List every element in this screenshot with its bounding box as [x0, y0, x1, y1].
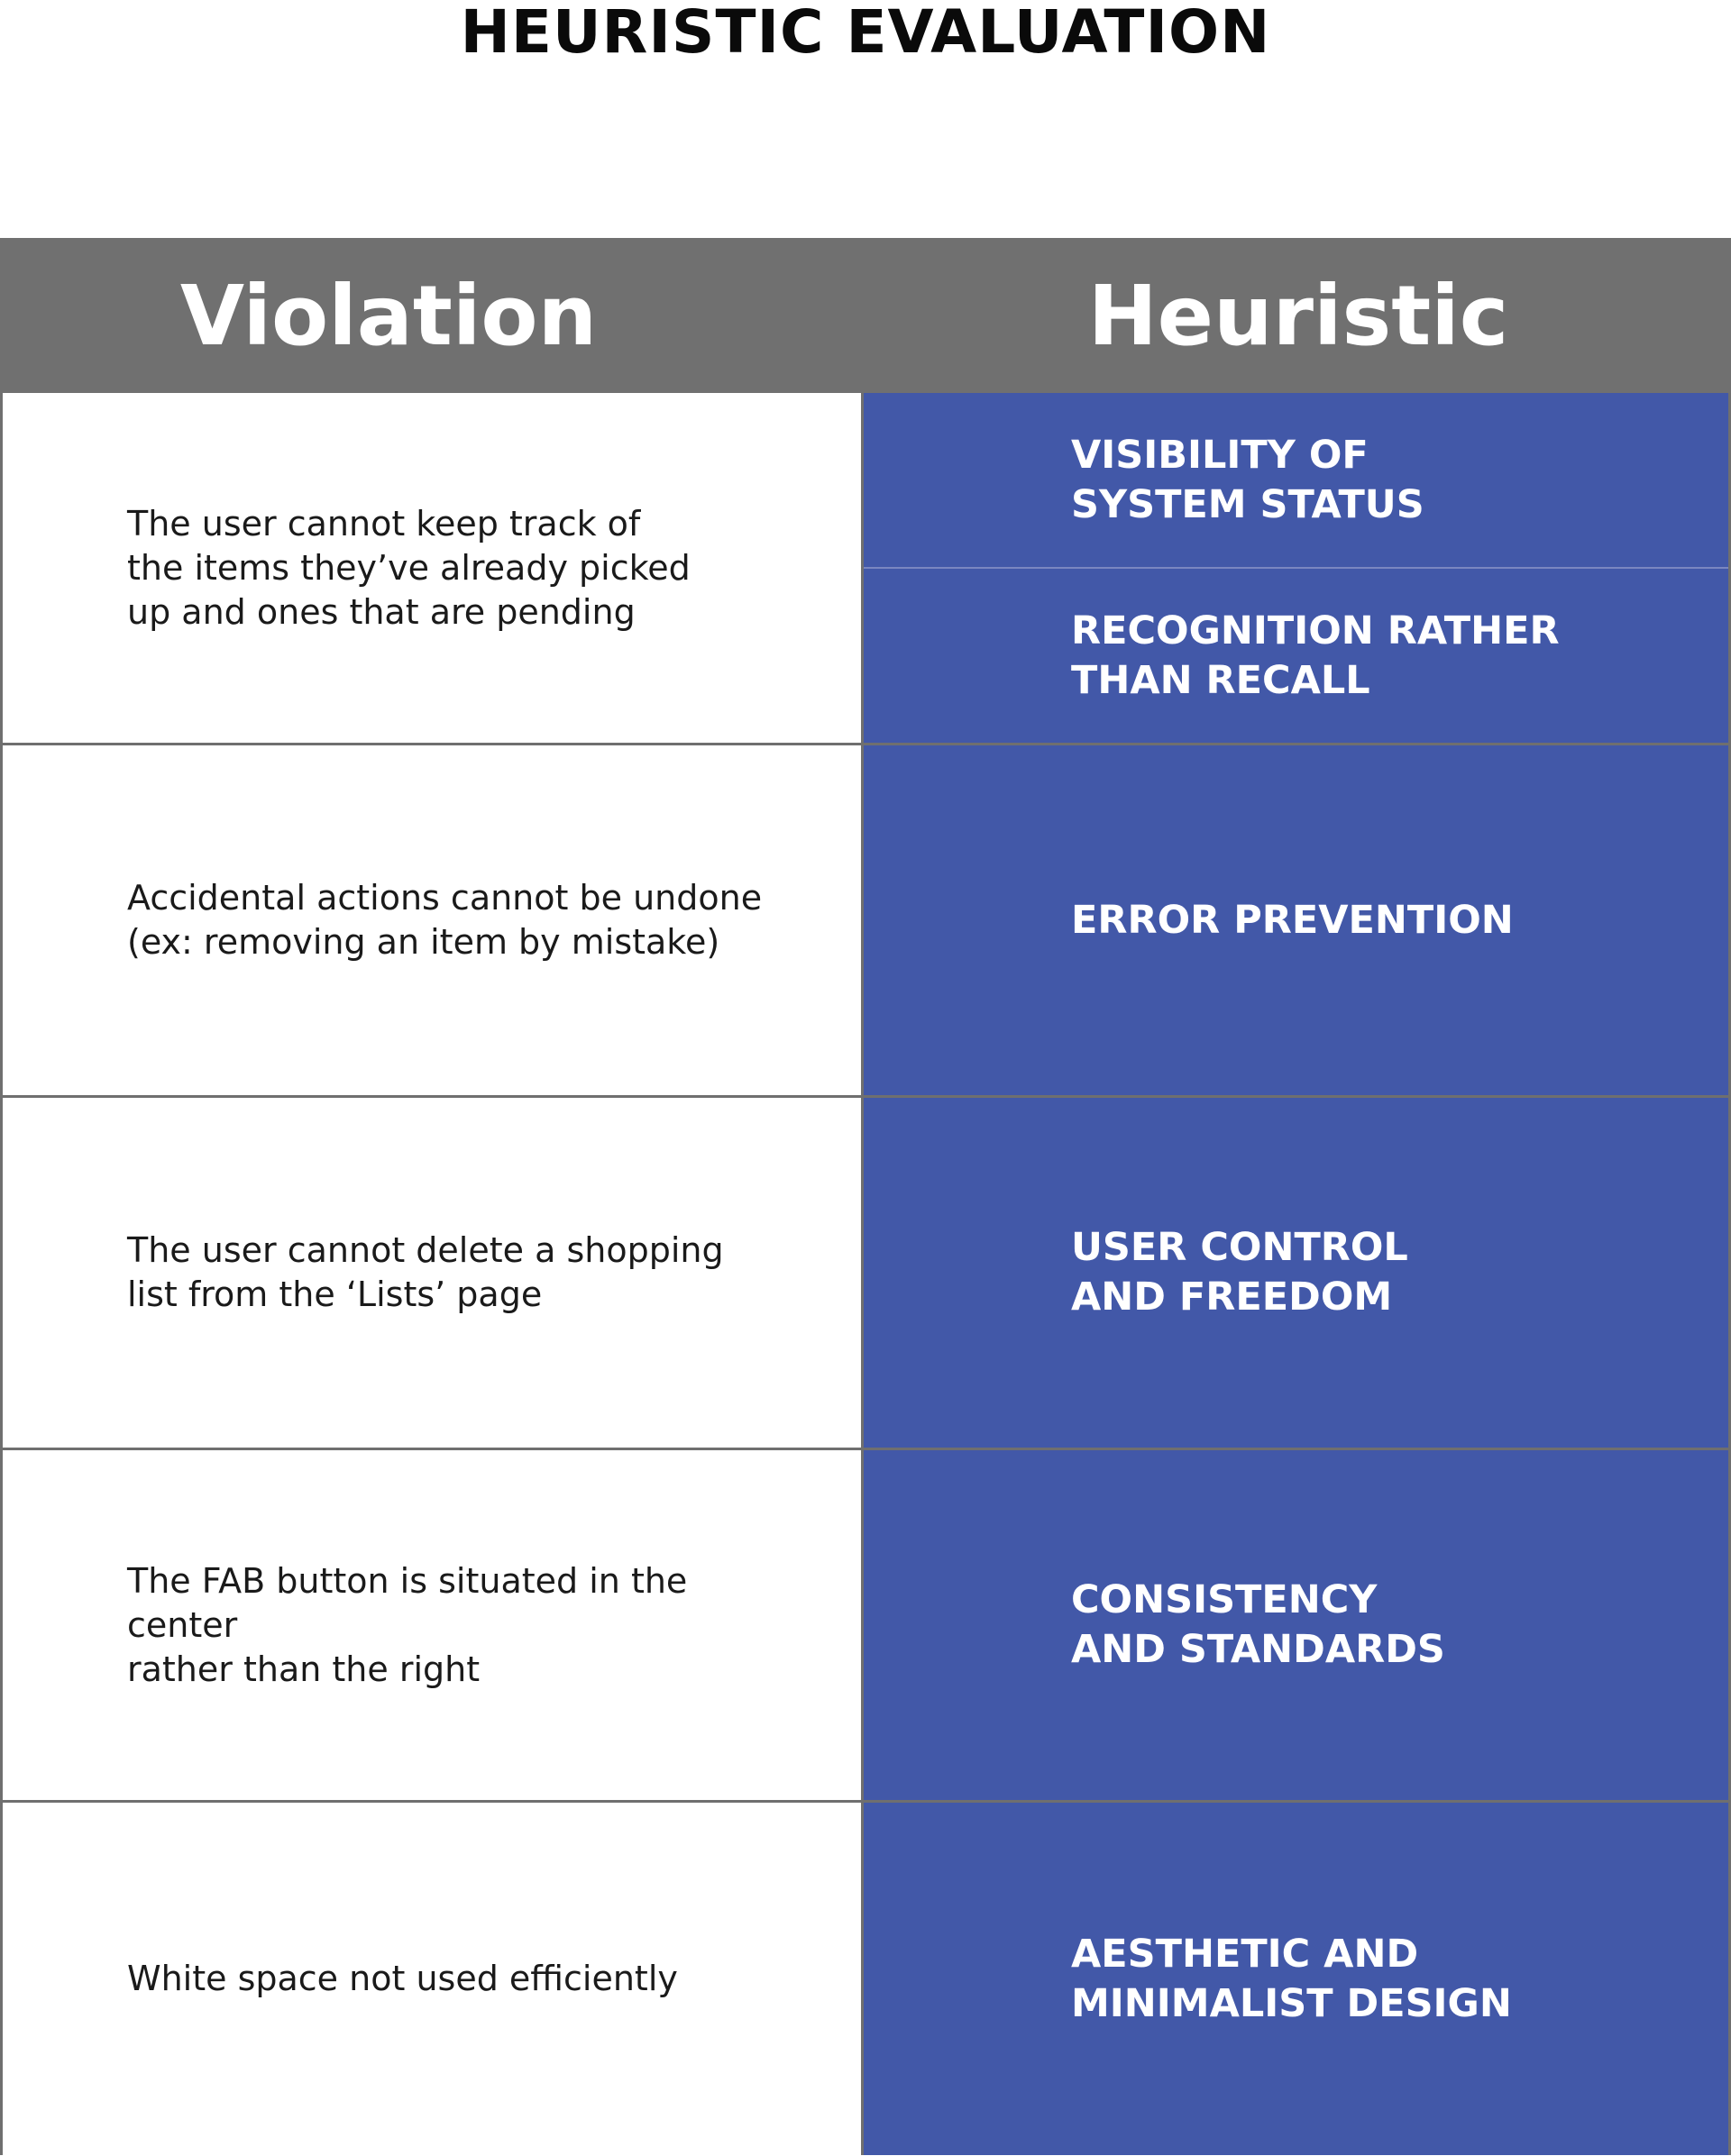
- heuristic-cell: [864, 1803, 1731, 2155]
- heuristic-table: [0, 238, 1731, 2155]
- table-row: [0, 745, 1731, 1098]
- heuristic-label: ERROR PREVENTION: [1071, 897, 1514, 943]
- violation-cell: [0, 745, 864, 1095]
- heuristic-label: USER CONTROL AND FREEDOM: [1071, 1225, 1408, 1320]
- heuristic-column-header: Heuristic: [1087, 267, 1509, 364]
- violation-text: The user cannot keep track of the items they’ve already picked up and ones that are pending: [127, 503, 691, 632]
- heuristic-cell: [864, 1098, 1731, 1448]
- table-row: [0, 1450, 1731, 1803]
- heuristic-label: CONSISTENCY AND STANDARDS: [1071, 1577, 1445, 1672]
- heuristic-item: [864, 393, 1728, 567]
- table-row: [0, 393, 1731, 745]
- violation-cell: [0, 1450, 864, 1800]
- table-header-row: [0, 238, 1731, 393]
- table-row: [0, 1098, 1731, 1450]
- heuristic-item: [864, 1803, 1728, 2155]
- heuristic-item: [864, 1450, 1728, 1800]
- table-row: [0, 1803, 1731, 2155]
- violation-cell: [0, 1098, 864, 1448]
- heuristic-cell: [864, 393, 1731, 743]
- page-title: HEURISTIC EVALUATION: [460, 0, 1271, 67]
- violation-text: The FAB button is situated in the center rather than the right: [127, 1560, 688, 1689]
- heuristic-item: [864, 1098, 1728, 1448]
- violation-cell: [0, 1803, 864, 2155]
- violation-cell: [0, 393, 864, 743]
- violation-text: Accidental actions cannot be undone (ex: removing an item by mistake): [127, 878, 763, 962]
- heuristic-cell: [864, 1450, 1731, 1800]
- violation-text: White space not used efficiently: [127, 1959, 678, 1998]
- heuristic-item: [864, 567, 1728, 743]
- heuristic-label: AESTHETIC AND MINIMALIST DESIGN: [1071, 1931, 1512, 2026]
- heuristic-label: VISIBILITY OF SYSTEM STATUS: [1071, 432, 1424, 527]
- violation-text: The user cannot delete a shopping list from the ‘Lists’ page: [127, 1230, 724, 1314]
- heuristic-item: [864, 745, 1728, 1095]
- heuristic-cell: [864, 745, 1731, 1095]
- heuristic-label: RECOGNITION RATHER THAN RECALL: [1071, 608, 1560, 703]
- violation-column-header: Violation: [179, 267, 598, 364]
